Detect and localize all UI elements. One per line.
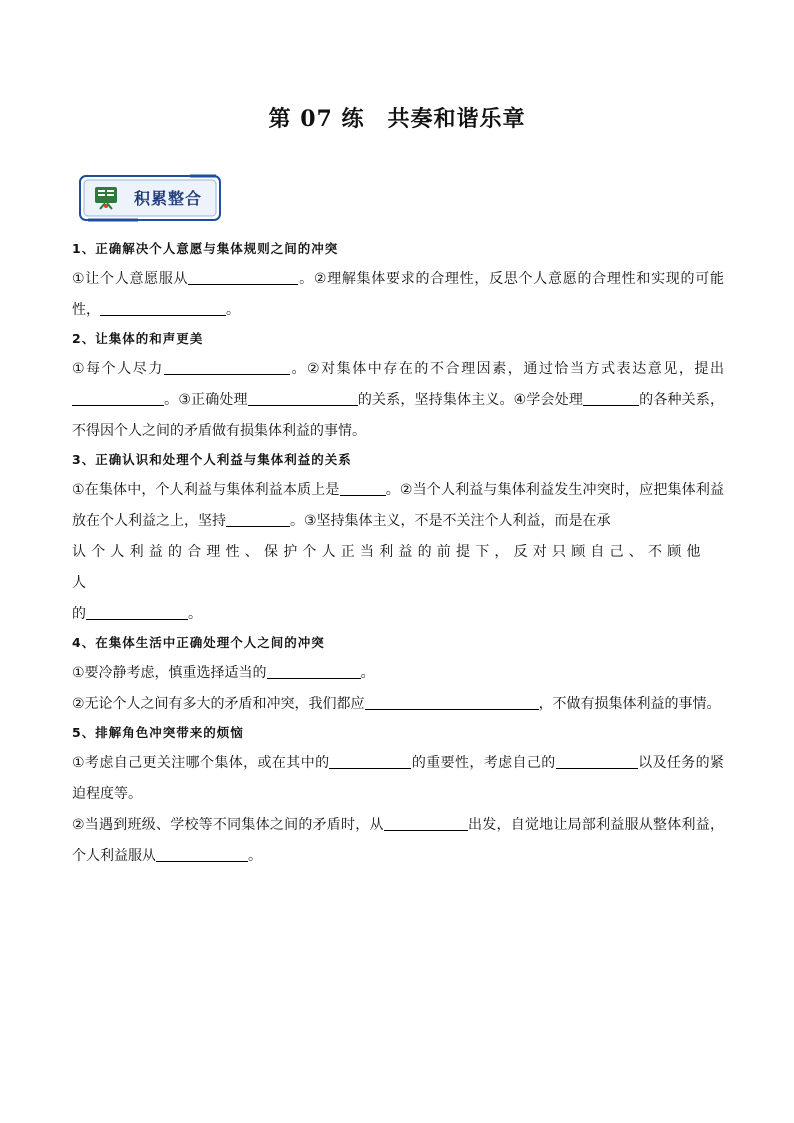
paragraph: ①在集体中，个人利益与集体利益本质上是 。②当个人利益与集体利益发生冲突时，应把集体利益放在个人利益之上，坚持 。③坚持集体主义，不是不关注个人利益，而是在承 (72, 482, 724, 529)
section-title: 4、在集体生活中正确处理个人之间的冲突 (72, 635, 325, 650)
fill-blank[interactable] (226, 512, 290, 527)
section-title: 1、正确解决个人意愿与集体规则之间的冲突 (72, 241, 339, 256)
fill-blank[interactable] (556, 754, 638, 769)
section-title: 2、让集体的和声更美 (72, 331, 204, 346)
section-title: 3、正确认识和处理个人利益与集体利益的关系 (72, 452, 352, 467)
fill-blank[interactable] (340, 481, 386, 496)
fill-blank[interactable] (267, 664, 361, 679)
paragraph: ①要冷静考虑，慎重选择适当的 。 (72, 665, 375, 681)
section-5 (72, 723, 724, 872)
content (72, 236, 724, 874)
fill-blank[interactable] (188, 270, 298, 285)
fill-blank[interactable] (100, 301, 226, 316)
section-4 (72, 633, 724, 720)
badge-label: 积累整合 (134, 189, 203, 208)
fill-blank[interactable] (86, 605, 188, 620)
section-1 (72, 239, 724, 326)
page-title: 第 07 练 共奏和谐乐章 (268, 106, 526, 132)
fill-blank[interactable] (72, 391, 164, 406)
fill-blank[interactable] (365, 695, 539, 710)
fill-blank[interactable] (583, 391, 639, 406)
paragraph: ①考虑自己更关注哪个集体，或在其中的 的重要性，考虑自己的 以及任务的紧迫程度等。 (72, 755, 725, 802)
fill-blank[interactable] (156, 847, 248, 862)
section-title: 5、排解角色冲突带来的烦恼 (72, 725, 244, 740)
section-3 (72, 450, 724, 630)
fill-blank[interactable] (384, 816, 468, 831)
fill-blank[interactable] (164, 360, 290, 375)
paragraph: ②无论个人之间有多大的矛盾和冲突，我们都应 ，不做有损集体利益的事情。 (72, 696, 721, 712)
fill-blank[interactable] (248, 391, 358, 406)
paragraph: ①让个人意愿服从 。②理解集体要求的合理性，反思个人意愿的合理性和实现的可能性， 。 (72, 271, 724, 318)
paragraph: ①每个人尽力 。②对集体中存在的不合理因素，通过恰当方式表达意见，提出。③正确处理 的关系，坚持集体主义。④学会处理 的各种关系，不得因个人之间的矛盾做有损集体利益的事情。 (72, 361, 724, 439)
paragraph: ②当遇到班级、学校等不同集体之间的矛盾时，从 出发，自觉地让局部利益服从整体利益，个人利益服从 。 (72, 817, 724, 864)
paragraph-line: 的 。 (72, 606, 202, 622)
section-2 (72, 329, 724, 447)
fill-blank[interactable] (329, 754, 411, 769)
paragraph-line: 认个人利益的合理性、保护个人正当利益的前提下，反对只顾自己、不顾他人 (72, 544, 706, 591)
